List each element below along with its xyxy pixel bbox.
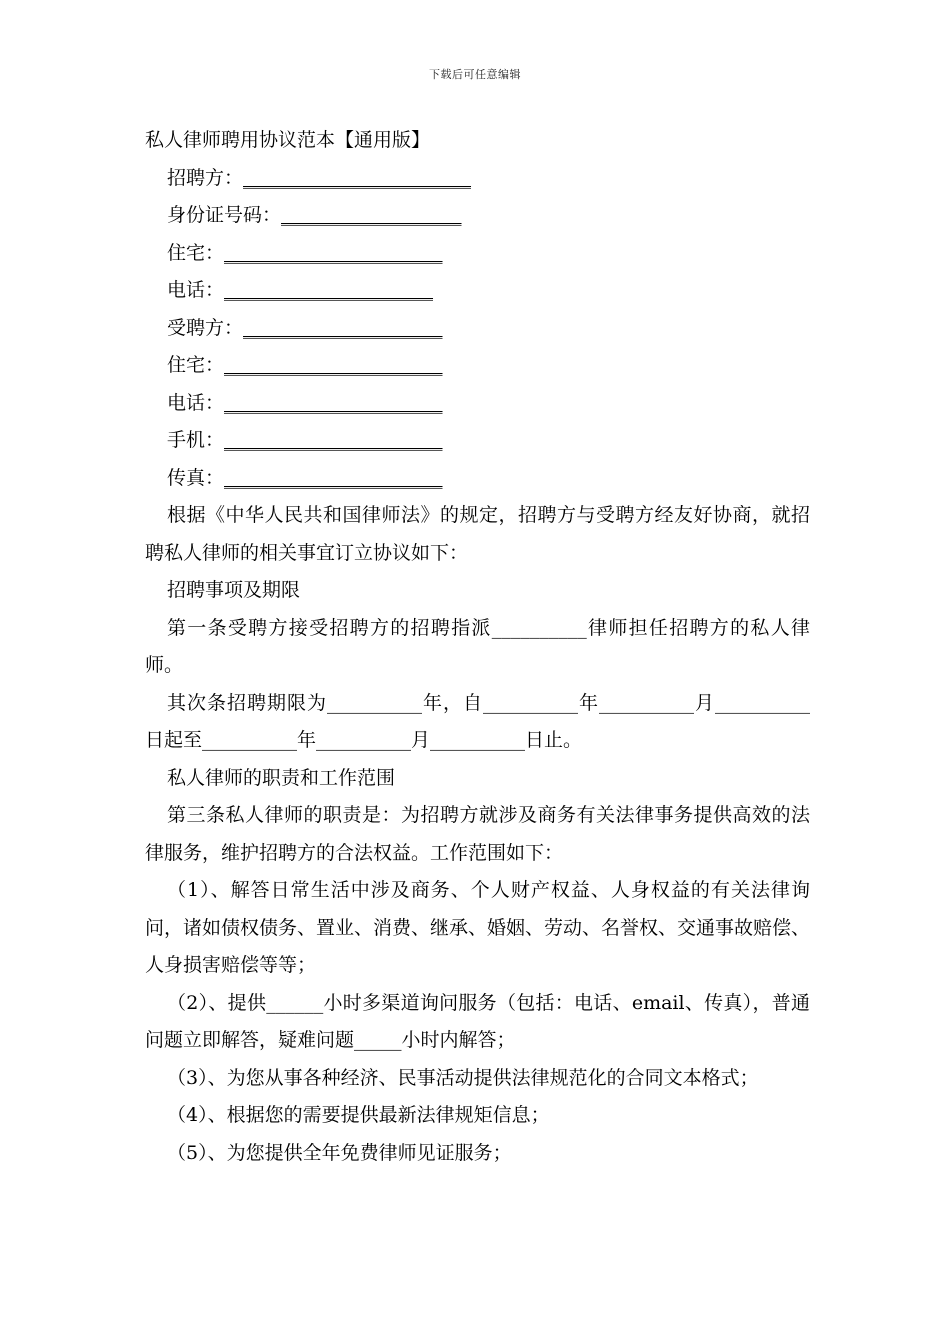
list-item: （5）、为您提供全年免费律师见证服务； bbox=[167, 1141, 512, 1164]
field-label: 电话： bbox=[167, 391, 225, 414]
field-blank: _______________________ bbox=[224, 354, 443, 376]
field-blank: ________________________ bbox=[243, 166, 472, 189]
field-employee bbox=[145, 310, 810, 348]
field-label: 招聘方： bbox=[167, 166, 244, 189]
field-id-number bbox=[145, 197, 810, 235]
field-label: 住宅： bbox=[167, 241, 225, 264]
field-label: 传真： bbox=[167, 466, 225, 489]
list-item: （3）、为您从事各种经济、民事活动提供法律规范化的合同文本格式； bbox=[167, 1066, 759, 1089]
field-blank: _______________________ bbox=[224, 429, 443, 451]
section-heading-terms: 招聘事项及期限 bbox=[167, 579, 301, 601]
field-label: 受聘方： bbox=[167, 316, 244, 339]
article-1: 第一条受聘方接受招聘方的招聘指派__________律师担任招聘方的私人律师。 bbox=[145, 616, 810, 676]
section-heading-duties: 私人律师的职责和工作范围 bbox=[167, 766, 396, 789]
field-blank: _______________________ bbox=[224, 466, 443, 489]
list-item: （4）、根据您的需要提供最新法律规矩信息； bbox=[167, 1104, 550, 1126]
article-2: 其次条招聘期限为__________年，自__________年__________月__________日起至__________年__________月__________日止。 bbox=[145, 691, 810, 751]
field-mobile bbox=[145, 422, 810, 460]
field-residence-2 bbox=[145, 347, 810, 385]
intro-paragraph: 根据《中华人民共和国律师法》的规定，招聘方与受聘方经友好协商，就招聘私人律师的相关事宜订立协议如下： bbox=[145, 504, 810, 564]
field-recruiter bbox=[145, 160, 810, 198]
field-label: 身份证号码： bbox=[167, 204, 282, 226]
article-3: 第三条私人律师的职责是：为招聘方就涉及商务有关法律事务提供高效的法律服务，维护招聘方的合法权益。工作范围如下： bbox=[145, 804, 810, 864]
field-phone bbox=[145, 272, 810, 310]
field-blank: _____________________ bbox=[243, 316, 443, 339]
list-item: （1）、解答日常生活中涉及商务、个人财产权益、人身权益的有关法律询问，诸如债权债务、置业、消费、继承、婚姻、劳动、名誉权、交通事故赔偿、人身损害赔偿等等； bbox=[145, 879, 811, 976]
field-residence bbox=[145, 235, 810, 273]
field-blank: _______________________ bbox=[224, 241, 443, 264]
document-body bbox=[145, 122, 810, 1172]
field-phone-2 bbox=[145, 385, 810, 423]
document-title: 私人律师聘用协议范本【通用版】 bbox=[145, 129, 431, 151]
field-label: 住宅： bbox=[167, 354, 225, 376]
field-fax bbox=[145, 460, 810, 498]
field-blank: ______________________ bbox=[224, 279, 434, 301]
field-blank: _______________________ bbox=[224, 391, 443, 414]
list-item: （2）、提供______小时多渠道询问服务（包括：电话、email、传真），普通问题立即解答，疑难问题_____小时内解答； bbox=[145, 991, 810, 1051]
page-header-note: 下载后可任意编辑 bbox=[429, 68, 521, 81]
field-label: 手机： bbox=[167, 429, 225, 451]
field-blank: ___________________ bbox=[281, 204, 462, 226]
field-label: 电话： bbox=[167, 279, 225, 301]
